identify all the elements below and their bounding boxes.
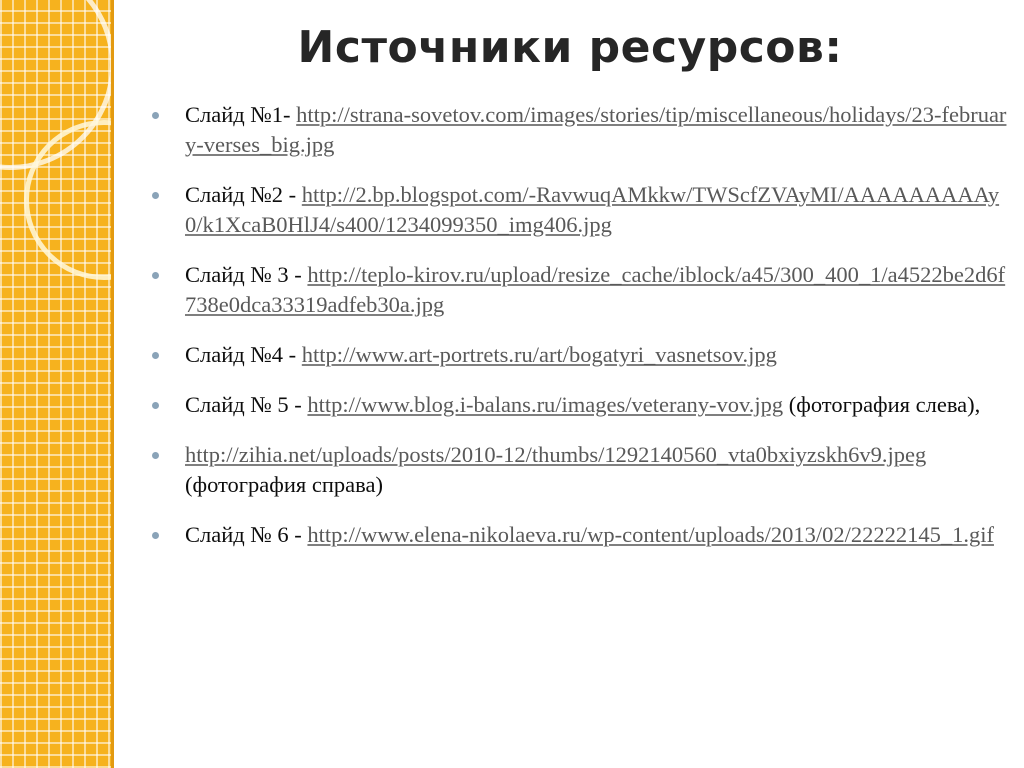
source-prefix: Слайд №1- [185,102,297,127]
source-item-slide-1 [152,100,1007,160]
source-suffix: (фотография слева), [783,392,981,417]
slide-title: Источники ресурсов: [297,22,843,73]
source-prefix: Слайд № 5 - [185,392,308,417]
source-suffix: (фотография справа) [185,472,383,497]
bullet-icon [152,402,159,409]
source-item-slide-5-left [152,390,1007,420]
source-link[interactable]: http://www.blog.i-balans.ru/images/veterany-vov.jpg [307,392,784,417]
source-link[interactable]: http://strana-sovetov.com/images/stories/tip/miscellaneous/holidays/23-february-verses_big.jpg [185,102,1007,157]
bullet-icon [152,112,159,119]
source-item-slide-4 [152,340,1007,370]
source-prefix: Слайд № 3 - [185,262,308,287]
bullet-icon [152,452,159,459]
sources-list [152,100,1007,570]
source-item-slide-6 [152,520,1007,550]
bullet-icon [152,192,159,199]
source-item-slide-3 [152,260,1007,320]
source-link[interactable]: http://www.art-portrets.ru/art/bogatyri_vasnetsov.jpg [301,342,777,367]
bullet-icon [152,532,159,539]
source-link[interactable]: http://2.bp.blogspot.com/-RavwuqAMkkw/TWScfZVAyMI/AAAAAAAAAy0/k1XcaB0HlJ4/s400/1234099350_img406.jpg [185,182,1000,237]
source-prefix: Слайд №4 - [185,342,302,367]
source-prefix: Слайд № 6 - [185,522,308,547]
source-link[interactable]: http://zihia.net/uploads/posts/2010-12/thumbs/1292140560_vta0bxiyzskh6v9.jpeg [185,442,927,467]
source-link[interactable]: http://www.elena-nikolaeva.ru/wp-content/uploads/2013/02/22222145_1.gif [307,522,994,547]
source-prefix: Слайд №2 - [185,182,302,207]
source-link[interactable]: http://teplo-kirov.ru/upload/resize_cache/iblock/a45/300_400_1/a4522be2d6f738e0dca33319adfeb30a.jpg [185,262,1006,317]
decorative-side-panel [0,0,114,768]
source-item-slide-5-right [152,440,1007,500]
bullet-icon [152,272,159,279]
source-item-slide-2 [152,180,1007,240]
bullet-icon [152,352,159,359]
